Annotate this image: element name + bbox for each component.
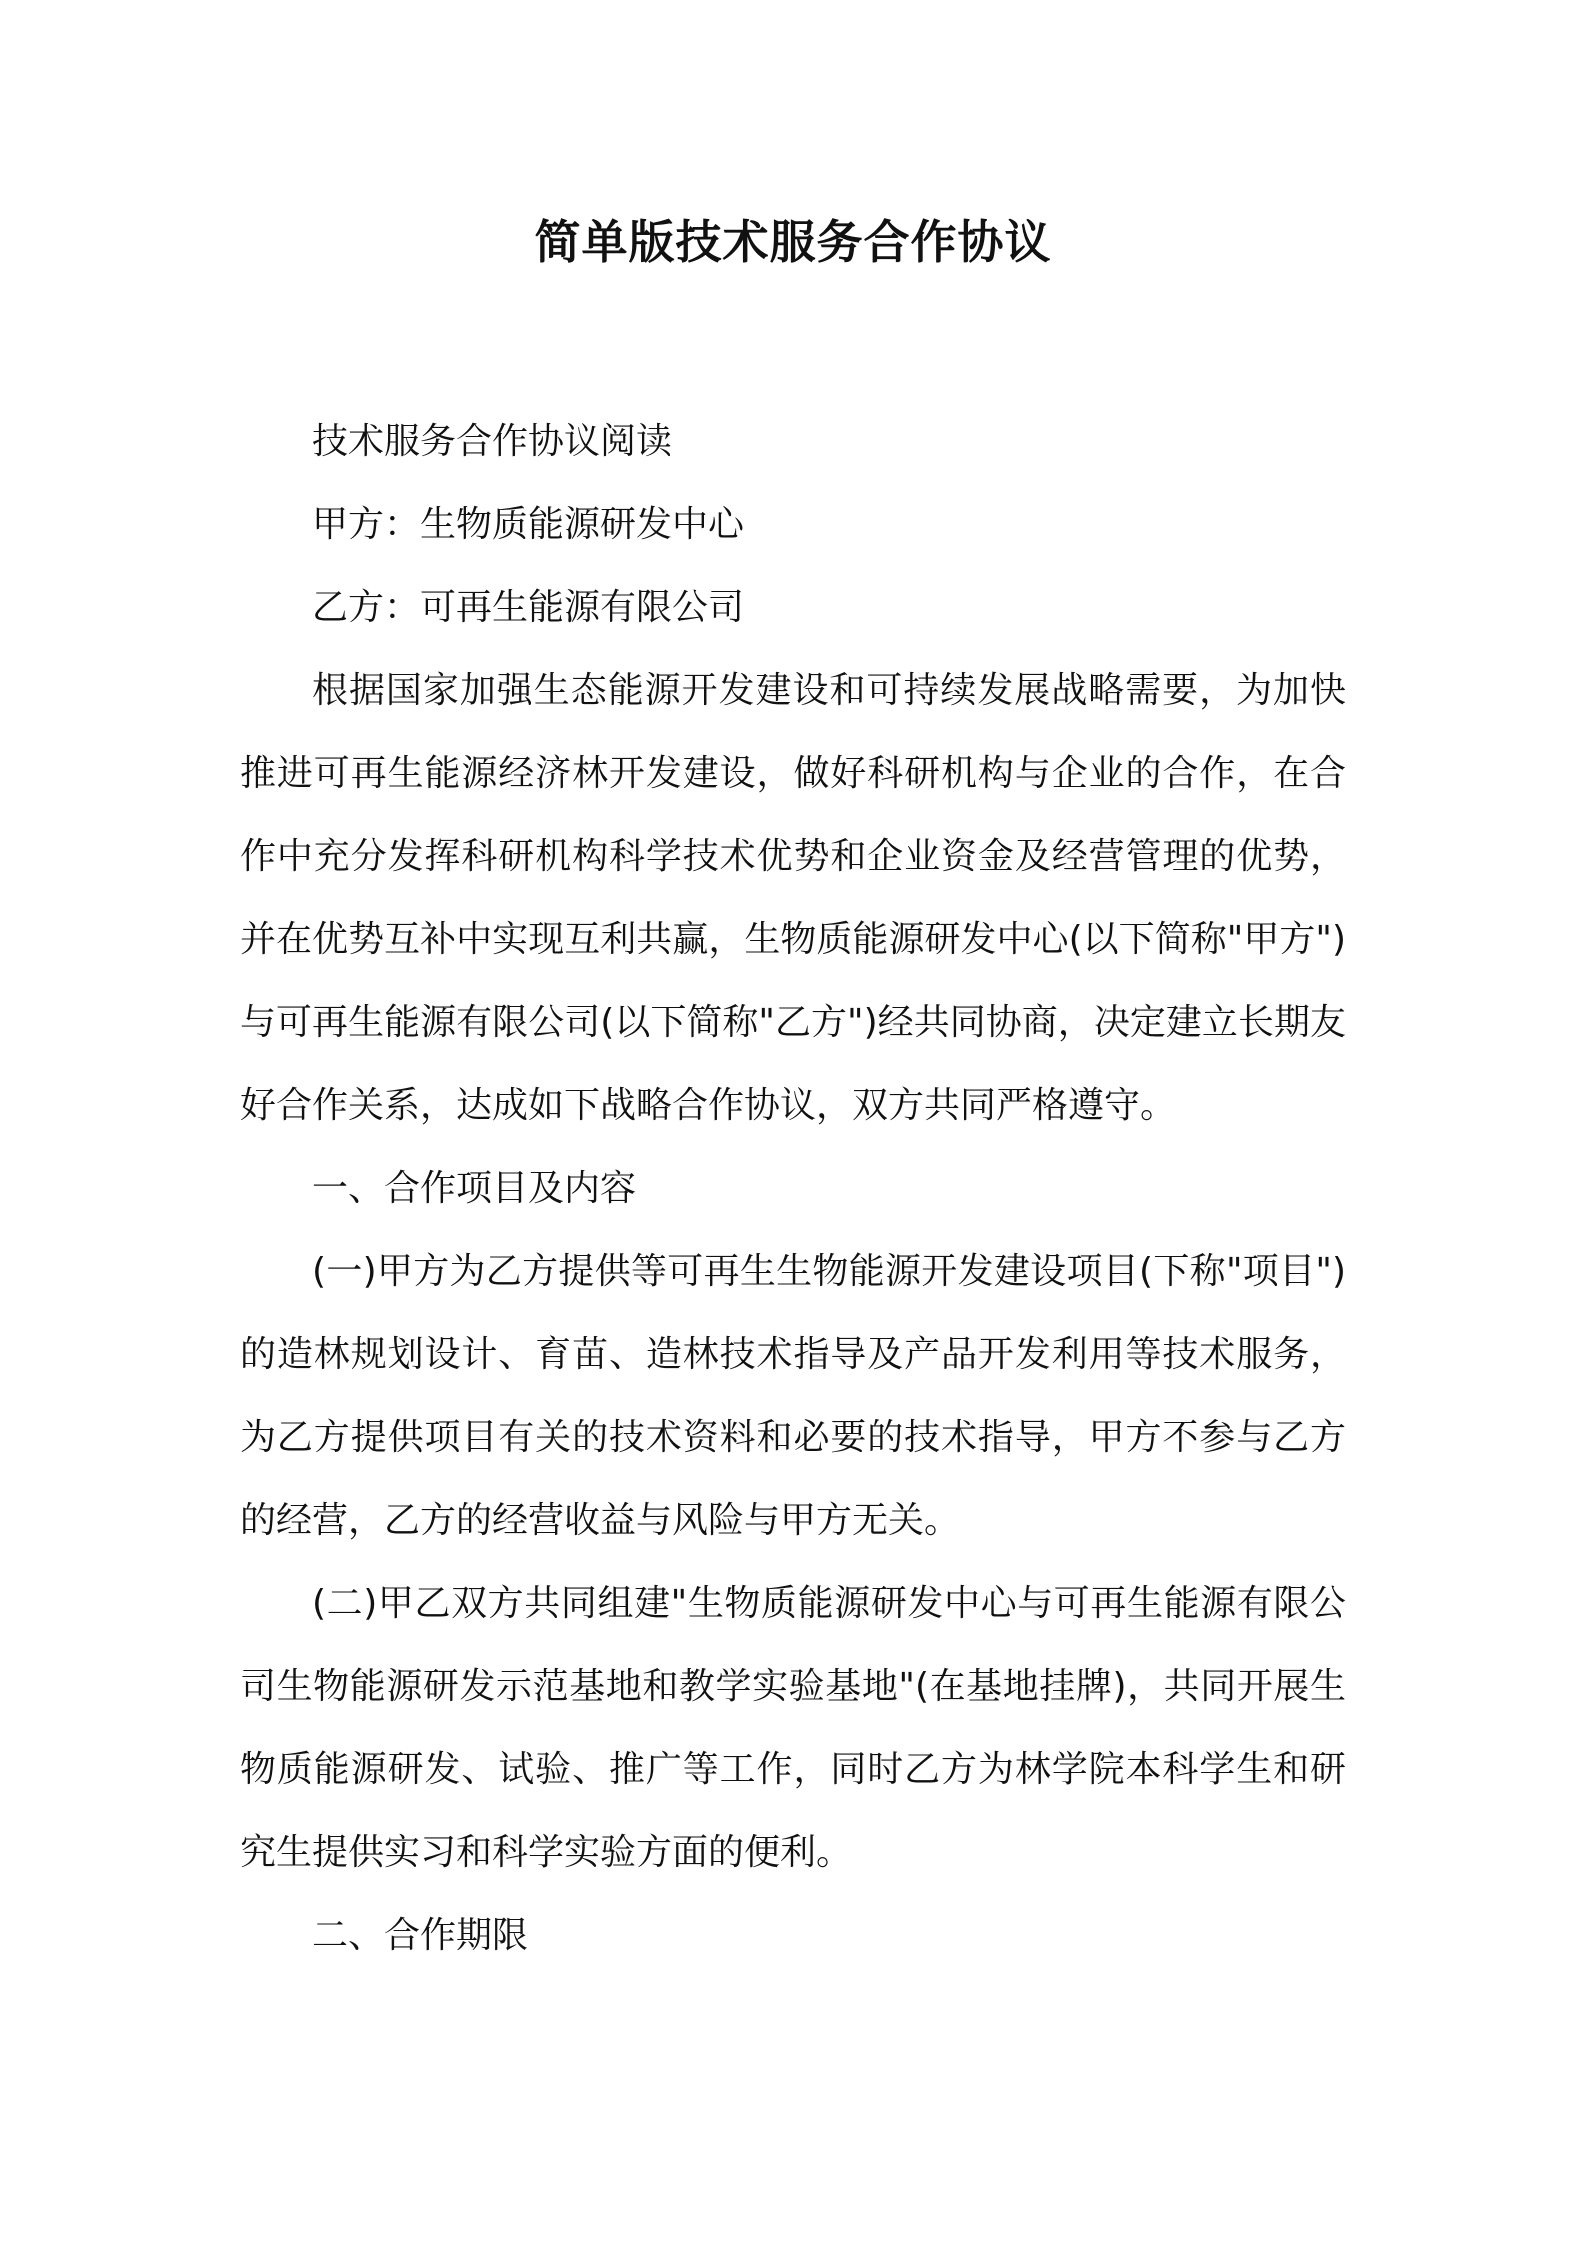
- clause-1-2: (二)甲乙双方共同组建"生物质能源研发中心与可再生能源有限公司生物能源研发示范基地和教学实验基地"(在基地挂牌)，共同开展生物质能源研发、试验、推广等工作，同时乙方为林学院本科学生和研究生提供实习和科学实验方面的便利。: [240, 1583, 1346, 1873]
- clause-1-1: (一)甲方为乙方提供等可再生生物能源开发建设项目(下称"项目")的造林规划设计、育苗、造林技术指导及产品开发利用等技术服务，为乙方提供项目有关的技术资料和必要的技术指导，甲方不参与乙方的经营，乙方的经营收益与风险与甲方无关。: [240, 1251, 1346, 1541]
- paragraph-heading: 技术服务合作协议阅读: [312, 421, 673, 462]
- document-title: 简单版技术服务合作协议: [534, 215, 1052, 269]
- document-body: [240, 400, 1346, 1977]
- party-a: 甲方：生物质能源研发中心: [312, 504, 745, 545]
- section-heading-2: 二、合作期限: [312, 1915, 529, 1956]
- section-heading-1: 一、合作项目及内容: [312, 1168, 637, 1209]
- party-b: 乙方：可再生能源有限公司: [312, 587, 745, 628]
- paragraph-preamble: 根据国家加强生态能源开发建设和可持续发展战略需要，为加快推进可再生能源经济林开发建设，做好科研机构与企业的合作，在合作中充分发挥科研机构科学技术优势和企业资金及经营管理的优势，并在优势互补中实现互利共赢，生物质能源研发中心(以下简称"甲方")与可再生能源有限公司(以下简称"乙方")经共同协商，决定建立长期友好合作关系，达成如下战略合作协议，双方共同严格遵守。: [240, 670, 1346, 1126]
